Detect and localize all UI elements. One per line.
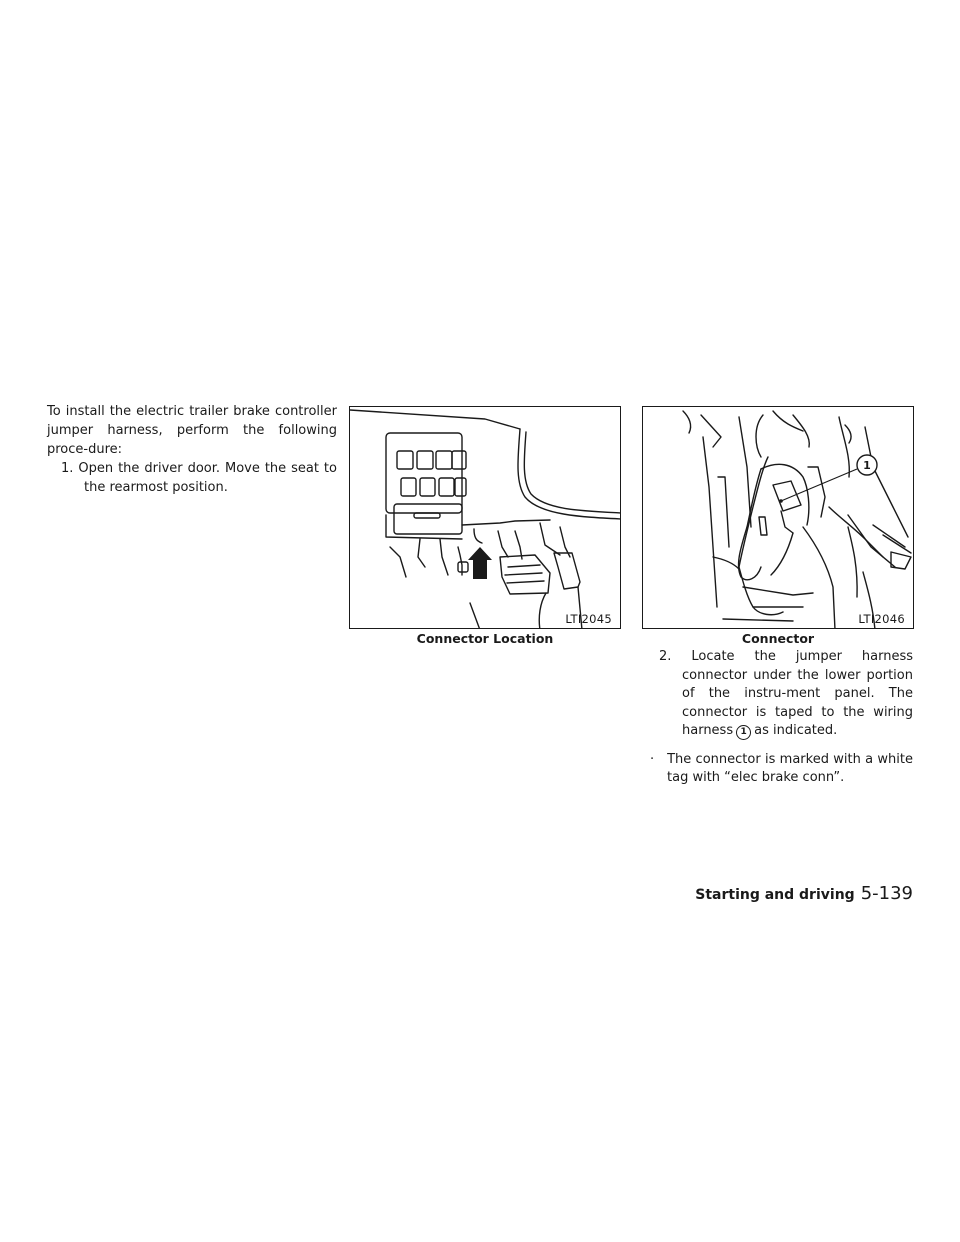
right-text-column — [645, 648, 913, 788]
step-2 — [645, 648, 913, 741]
footer-section-title: Starting and driving — [695, 887, 855, 903]
intro-paragraph: To install the electric trailer brake controller jumper harness, perform the following proce-dure: — [47, 404, 337, 457]
caption-connector: Connector — [741, 631, 815, 646]
left-text-column — [47, 402, 337, 497]
step-1-text: Open the driver door. Move the seat to the rearmost position. — [78, 461, 337, 495]
step-2-number: 2. — [659, 649, 672, 664]
step-2-text: Locate the jumper harness connector under the lower portion of the instru-ment panel. The connector is taped to the wiring harness — [682, 649, 913, 738]
arrow-indicator-icon — [468, 547, 492, 579]
footer-page-number: 5-139 — [860, 883, 913, 904]
step-1-number: 1. — [61, 461, 74, 476]
figure-code: LTI2046 — [858, 612, 905, 626]
figure-connector-location — [349, 406, 621, 629]
callout-1-label: 1 — [863, 459, 871, 472]
callout-1-inline-icon: 1 — [736, 725, 751, 740]
figure-connector — [642, 406, 914, 629]
bullet-note — [645, 751, 913, 788]
page-footer — [695, 883, 913, 904]
bullet-text: The connector is marked with a white tag with “elec brake conn”. — [667, 751, 913, 785]
caption-connector-location: Connector Location — [416, 631, 554, 646]
step-2-text-end: as indicated. — [754, 723, 838, 738]
connector-location-illustration — [350, 407, 621, 629]
step-1 — [47, 459, 337, 497]
bullet-symbol: · — [650, 751, 655, 767]
connector-illustration — [643, 407, 914, 629]
figure-code: LTI2045 — [565, 612, 612, 626]
